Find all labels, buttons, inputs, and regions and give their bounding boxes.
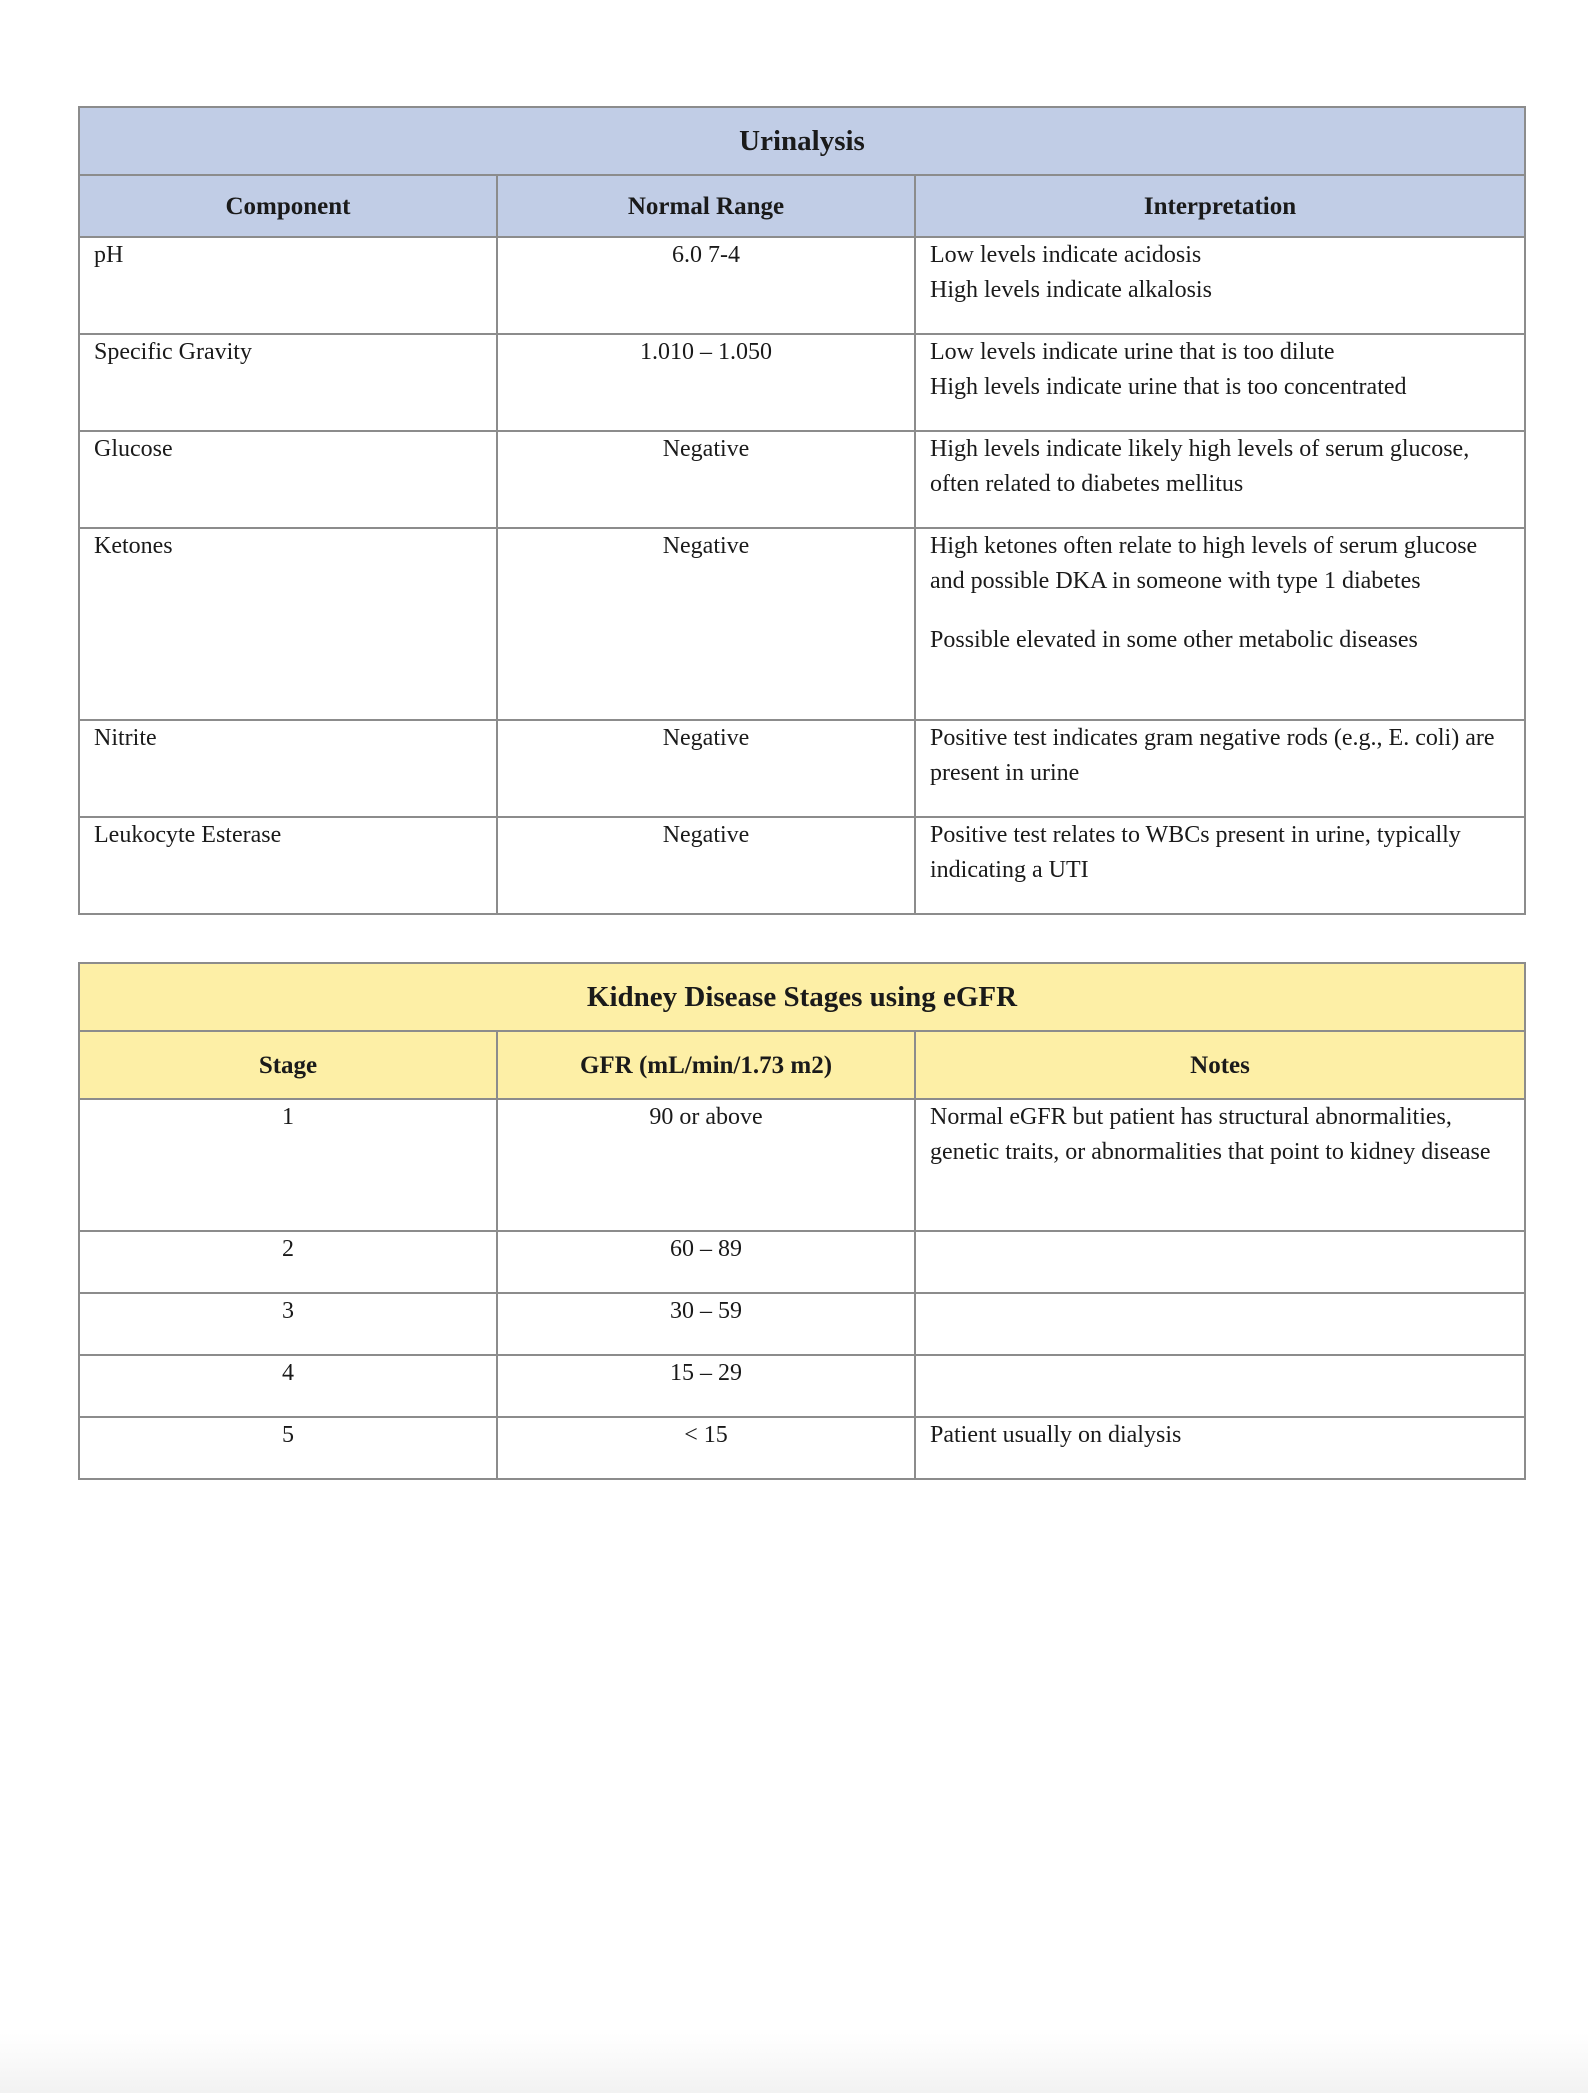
normal-range-cell: Negative (497, 528, 915, 720)
table-row (79, 1099, 1525, 1231)
table-row (79, 237, 1525, 334)
normal-range-cell: Negative (497, 431, 915, 528)
kidney-title: Kidney Disease Stages using eGFR (79, 963, 1525, 1031)
component-cell: Glucose (79, 431, 497, 528)
component-cell: Leukocyte Esterase (79, 817, 497, 914)
component-cell: Specific Gravity (79, 334, 497, 431)
interpretation-line: Positive test relates to WBCs present in urine, typically indicating a UTI (930, 822, 1461, 883)
interpretation-line: Low levels indicate urine that is too dilute (930, 339, 1335, 365)
interpretation-line: High levels indicate alkalosis (930, 277, 1212, 303)
component-cell: Nitrite (79, 720, 497, 817)
urinalysis-table (78, 106, 1526, 915)
gfr-cell: 60 – 89 (497, 1231, 915, 1293)
interpretation-note: Possible elevated in some other metabolic diseases (930, 627, 1418, 653)
column-header-gfr: GFR (mL/min/1.73 m2) (497, 1031, 915, 1099)
normal-range-cell: 1.010 – 1.050 (497, 334, 915, 431)
interpretation-line: Low levels indicate acidosis (930, 242, 1202, 268)
notes-cell: Patient usually on dialysis (915, 1417, 1525, 1479)
stage-cell: 5 (79, 1417, 497, 1479)
column-header-notes: Notes (915, 1031, 1525, 1099)
interpretation-cell (915, 237, 1525, 334)
interpretation-line: High ketones often relate to high levels of serum glucose and possible DKA in someone with type 1 diabetes (930, 533, 1478, 594)
interpretation-cell (915, 431, 1525, 528)
interpretation-line: Positive test indicates gram negative rods (e.g., E. coli) are present in urine (930, 725, 1495, 786)
stage-cell: 2 (79, 1231, 497, 1293)
normal-range-cell: 6.0 7-4 (497, 237, 915, 334)
table-row (79, 1355, 1525, 1417)
table-title-row (79, 107, 1525, 175)
notes-cell (915, 1355, 1525, 1417)
stage-cell: 1 (79, 1099, 497, 1231)
component-cell: Ketones (79, 528, 497, 720)
table-row (79, 431, 1525, 528)
column-header-normal-range: Normal Range (497, 175, 915, 237)
component-cell: pH (79, 237, 497, 334)
kidney-disease-table (78, 962, 1526, 1480)
table-row (79, 1417, 1525, 1479)
column-header-interpretation: Interpretation (915, 175, 1525, 237)
page-bottom-shadow (0, 2033, 1588, 2093)
table-row (79, 1293, 1525, 1355)
notes-cell (915, 1293, 1525, 1355)
interpretation-line: High levels indicate likely high levels of serum glucose, often related to diabetes mellitus (930, 436, 1470, 497)
table-title-row (79, 963, 1525, 1031)
table-row (79, 528, 1525, 720)
table-header-row (79, 175, 1525, 237)
table-row (79, 817, 1525, 914)
gfr-cell: < 15 (497, 1417, 915, 1479)
gfr-cell: 90 or above (497, 1099, 915, 1231)
stage-cell: 3 (79, 1293, 497, 1355)
interpretation-cell (915, 334, 1525, 431)
table-header-row (79, 1031, 1525, 1099)
interpretation-cell (915, 720, 1525, 817)
normal-range-cell: Negative (497, 720, 915, 817)
gfr-cell: 30 – 59 (497, 1293, 915, 1355)
interpretation-line: High levels indicate urine that is too concentrated (930, 374, 1407, 400)
normal-range-cell: Negative (497, 817, 915, 914)
urinalysis-title: Urinalysis (79, 107, 1525, 175)
stage-cell: 4 (79, 1355, 497, 1417)
interpretation-cell (915, 817, 1525, 914)
table-row (79, 334, 1525, 431)
interpretation-cell (915, 528, 1525, 720)
column-header-stage: Stage (79, 1031, 497, 1099)
notes-cell (915, 1231, 1525, 1293)
table-row (79, 720, 1525, 817)
table-row (79, 1231, 1525, 1293)
notes-cell: Normal eGFR but patient has structural abnormalities, genetic traits, or abnormalities that point to kidney disease (915, 1099, 1525, 1231)
column-header-component: Component (79, 175, 497, 237)
gfr-cell: 15 – 29 (497, 1355, 915, 1417)
